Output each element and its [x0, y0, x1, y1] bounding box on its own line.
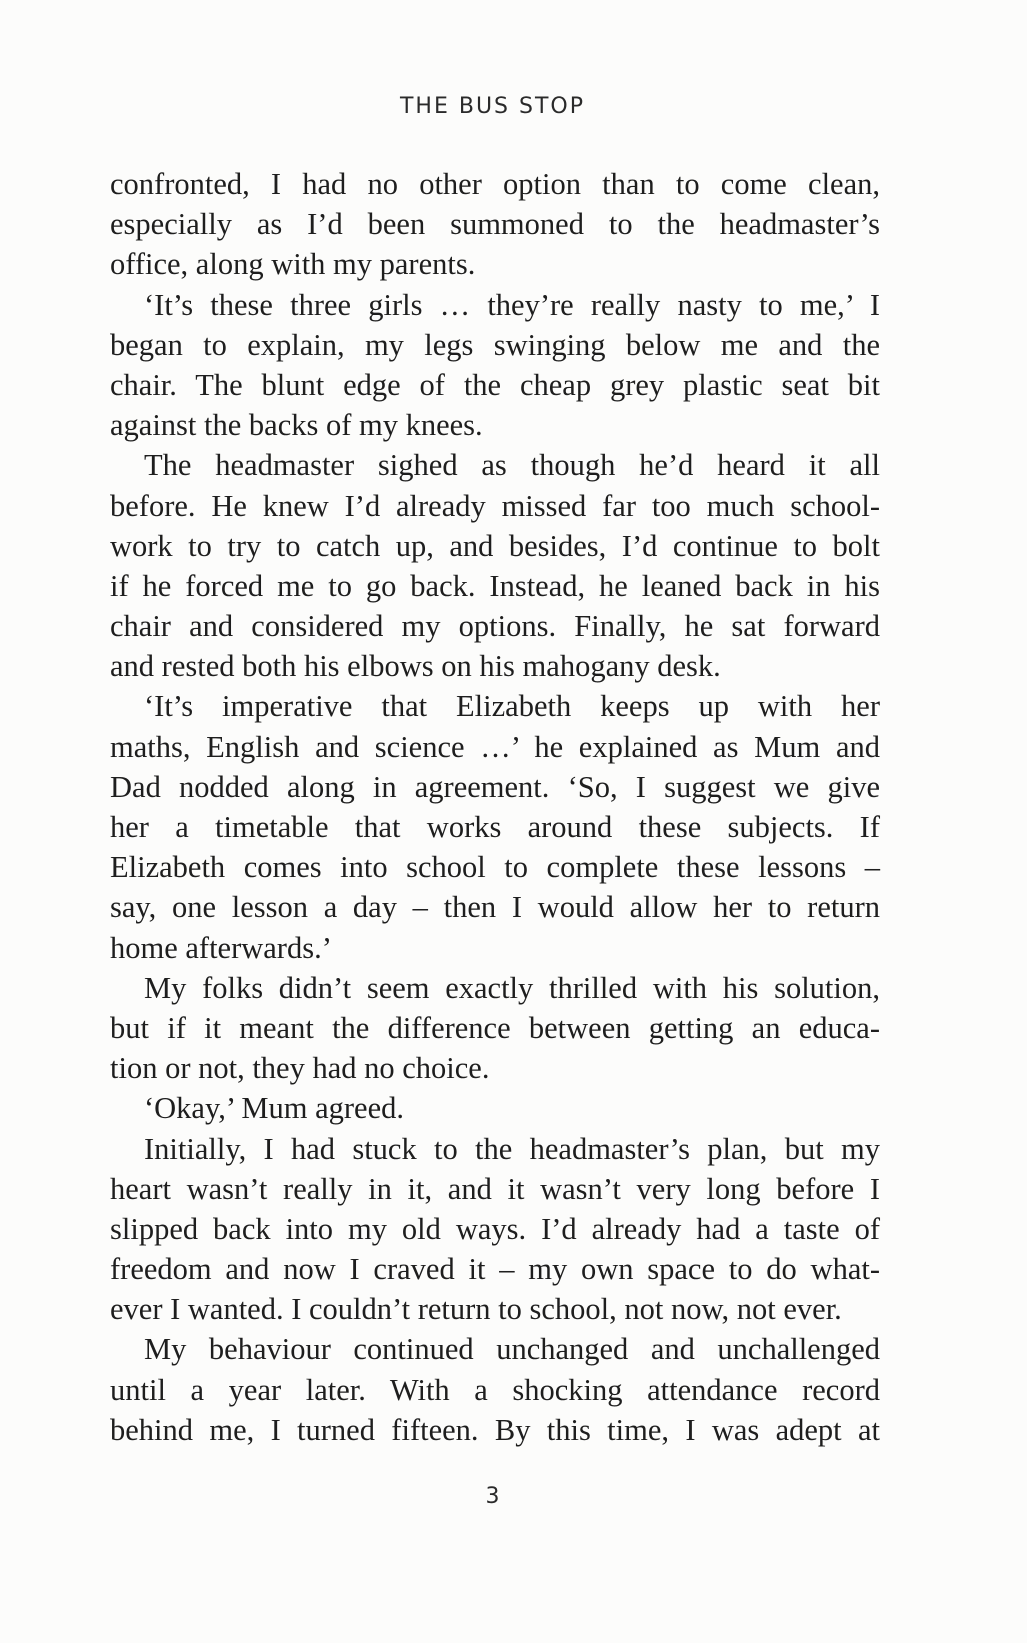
text-line: tion or not, they had no choice.: [110, 1051, 490, 1086]
text-line: office, along with my parents.: [110, 247, 476, 282]
text-line: before. He knew I’d already missed far too much school-: [110, 488, 880, 523]
text-line: ‘It’s these three girls … they’re really nasty to me,’ I: [144, 287, 880, 322]
text-line: confronted, I had no other option than to come clean,: [110, 167, 880, 201]
paragraph: [110, 686, 880, 967]
text-line: ever I wanted. I couldn’t return to school, not now, not ever.: [110, 1292, 842, 1327]
paragraph: [110, 1129, 880, 1330]
text-line: her a timetable that works around these subjects. If: [110, 810, 880, 844]
text-line: Dad nodded along in agreement. ‘So, I suggest we give: [110, 769, 880, 804]
paragraph: [110, 445, 880, 686]
paragraph: [110, 285, 880, 446]
text-line: Elizabeth comes into school to complete these lessons –: [110, 850, 880, 885]
body-text: [110, 164, 880, 1450]
text-line: ‘It’s imperative that Elizabeth keeps up with her: [144, 689, 880, 724]
paragraph: [110, 1329, 880, 1450]
paragraph: [110, 164, 880, 285]
text-line: home afterwards.’: [110, 930, 332, 965]
text-line: and rested both his elbows on his mahogany desk.: [110, 649, 721, 684]
text-line: freedom and now I craved it – my own space to do what-: [110, 1252, 880, 1287]
text-line: My behaviour continued unchanged and unchallenged: [144, 1332, 880, 1367]
running-head: THE BUS STOP: [399, 94, 585, 119]
text-line: say, one lesson a day – then I would allow her to return: [110, 890, 880, 925]
paragraph: [110, 968, 880, 1089]
text-line: work to try to catch up, and besides, I’d continue to bolt: [110, 528, 880, 563]
page-number: 3: [485, 1484, 500, 1509]
text-line: maths, English and science …’ he explained as Mum and: [110, 729, 880, 764]
text-line: chair and considered my options. Finally, he sat forward: [110, 609, 880, 644]
text-line: behind me, I turned fifteen. By this time, I was adept at: [110, 1412, 880, 1447]
text-line: slipped back into my old ways. I’d already had a taste of: [110, 1211, 880, 1246]
text-line: Initially, I had stuck to the headmaster’s plan, but my: [144, 1131, 880, 1166]
paragraph: [110, 1088, 880, 1128]
text-line: The headmaster sighed as though he’d heard it all: [144, 448, 880, 483]
text-line: ‘Okay,’ Mum agreed.: [144, 1091, 404, 1126]
text-line: began to explain, my legs swinging below me and the: [110, 327, 880, 362]
text-line: if he forced me to go back. Instead, he leaned back in his: [110, 568, 880, 603]
text-line: My folks didn’t seem exactly thrilled with his solution,: [144, 970, 880, 1005]
text-line: but if it meant the difference between getting an educa-: [110, 1010, 880, 1045]
text-line: until a year later. With a shocking attendance record: [110, 1372, 880, 1407]
text-line: chair. The blunt edge of the cheap grey plastic seat bit: [110, 367, 880, 402]
text-line: heart wasn’t really in it, and it wasn’t very long before I: [110, 1171, 880, 1206]
text-line: especially as I’d been summoned to the headmaster’s: [110, 207, 880, 242]
text-line: against the backs of my knees.: [110, 408, 483, 443]
